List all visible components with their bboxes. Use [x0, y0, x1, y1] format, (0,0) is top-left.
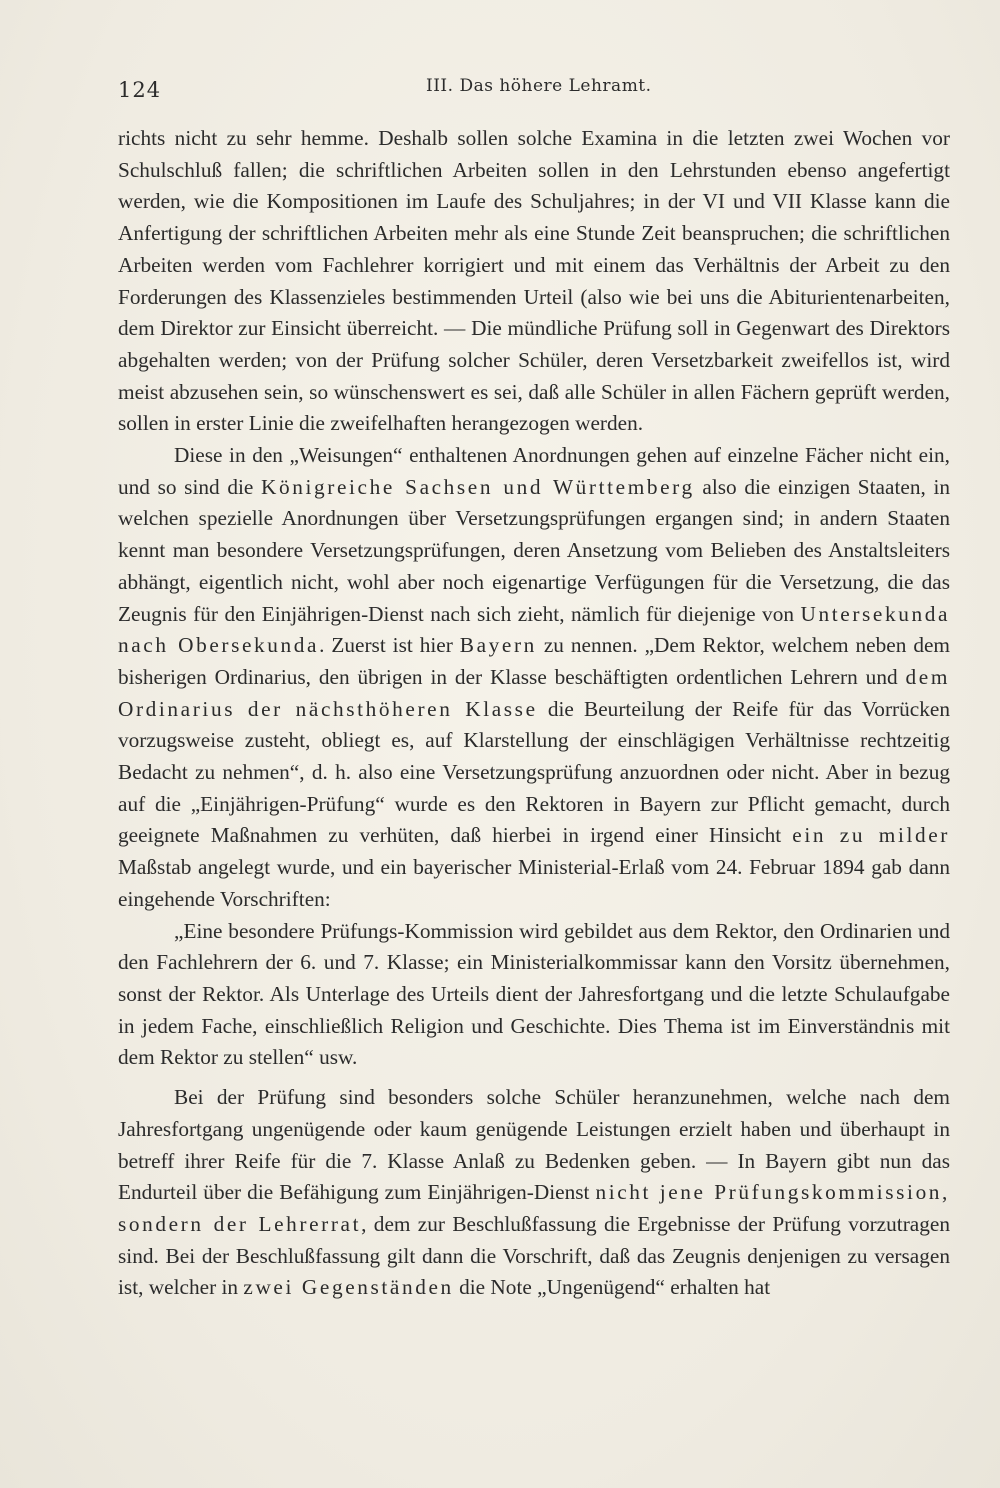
spaced-emphasis: Untersekunda nach Obersekunda: [118, 601, 950, 658]
text-segment: zu nennen. „Dem Rektor, welchem neben dem bisherigen Ordinarius, den übrigen in der Klasse beschäftigten ordentlichen Lehrern und: [118, 633, 950, 689]
text-segment: die Beurteilung der Reife für das Vorrücken vorzugsweise zusteht, obliegt es, auf Klarstellung der einschlägigen Verhältnisse rechtzeitig Bedacht zu nehmen“, d. h. also eine Versetzungsprüfung anzuordnen oder nicht. Aber in bezug auf die „Einjährigen-Prüfung“ wurde es den Rektoren in Bayern zur Pflicht gemacht, durch geeignete Maßnahmen zu verhüten, daß hierbei in irgend einer Hinsicht: [118, 696, 950, 848]
spaced-emphasis: nicht jene Prüfungskommission, sondern der Lehrerrat: [118, 1180, 950, 1236]
paragraph-2: [118, 440, 950, 916]
spaced-emphasis: zwei Gegenständen: [243, 1275, 454, 1300]
page-body: [118, 123, 950, 1304]
text-segment: also die einzigen Staaten, in welchen spezielle Anordnungen über Versetzungsprüfungen ergangen sind; in andern Staaten kennt man besondere Versetzungsprüfungen, deren Ansetzung vom Belieben des Anstaltsleiters abhängt, eigentlich nicht, wohl aber noch eigenartige Verfügungen für die Versetzung, die das Zeugnis für den Einjährigen-Dienst nach sich zieht, nämlich für diejenige von: [118, 474, 951, 626]
text-segment: die Note „Ungenügend“ erhalten hat: [453, 1275, 771, 1300]
spaced-emphasis: ein zu milder: [792, 823, 950, 848]
running-head: III. Das höhere Lehramt.: [426, 76, 652, 96]
paragraph-3-quotation: [118, 916, 950, 1075]
text-segment: Diese in den „Weisungen“ enthaltenen Anordnungen gehen auf einzelne Fächer nicht ein, und so sind die: [118, 443, 950, 499]
spaced-emphasis: Königreiche Sachsen und Württemberg: [261, 474, 695, 499]
page-header: [118, 74, 950, 104]
spaced-emphasis: dem Ordinarius der nächsthöheren Klasse: [118, 664, 950, 721]
text-segment: . Zuerst ist hier: [319, 633, 460, 658]
paragraph-1: [118, 123, 950, 440]
text-segment: Bei der Prüfung sind besonders solche Schüler heranzunehmen, welche nach dem Jahresfortgang ungenügende oder kaum genügende Leistungen erzielt haben und überhaupt in betreff ihrer Reife für die 7. Klasse Anlaß zu Bedenken geben. — In Bayern gibt nun das Endurteil über die Befähigung zum Einjährigen-Dienst: [118, 1085, 950, 1205]
spaced-emphasis: Bayern: [459, 633, 537, 658]
text-segment: Maßstab angelegt wurde, und ein bayerischer Ministerial-Erlaß vom 24. Februar 1894 gab dann eingehende Vorschriften:: [118, 855, 950, 911]
text-segment: „Eine besondere Prüfungs-Kommission wird gebildet aus dem Rektor, den Ordinarien und den Fachlehrern der 6. und 7. Klasse; ein Ministerialkommissar kann den Vorsitz übernehmen, sonst der Rektor. Als Unterlage des Urteils dient der Jahresfortgang und die letzte Schulaufgabe in jedem Fache, einschließlich Religion und Geschichte. Dies Thema ist im Einverständnis mit dem Rektor zu stellen“ usw.: [118, 918, 950, 1070]
paragraph-4: [118, 1082, 950, 1304]
text-segment: richts nicht zu sehr hemme. Deshalb sollen solche Examina in die letzten zwei Wochen vor Schulschluß fallen; die schriftlichen Arbeiten sollen in den Lehrstunden ebenso angefertigt werden, wie die Kompositionen im Laufe des Schuljahres; in der VI und VII Klasse kann die Anfertigung der schriftlichen Arbeiten mehr als eine Stunde Zeit beanspruchen; die schriftlichen Arbeiten werden vom Fachlehrer korrigiert und mit einem das Verhältnis der Arbeit zu den Forderungen des Klassenzieles bestimmenden Urteil (also wie bei uns die Abiturientenarbeiten, dem Direktor zur Einsicht überreicht. — Die mündliche Prüfung soll in Gegenwart des Direktors abgehalten werden; von der Prüfung solcher Schüler, deren Versetzbarkeit zweifellos ist, wird meist abzusehen sein, so wünschenswert es sei, daß alle Schüler in allen Fächern geprüft werden, sollen in erster Linie die zweifelhaften herangezogen werden.: [118, 126, 950, 436]
text-segment: , dem zur Beschlußfassung die Ergebnisse der Prüfung vorzutragen sind. Bei der Beschlußfassung gilt dann die Vorschrift, daß das Zeugnis denjenigen zu versagen ist, welcher in: [118, 1211, 950, 1300]
page-number: 124: [118, 78, 162, 102]
